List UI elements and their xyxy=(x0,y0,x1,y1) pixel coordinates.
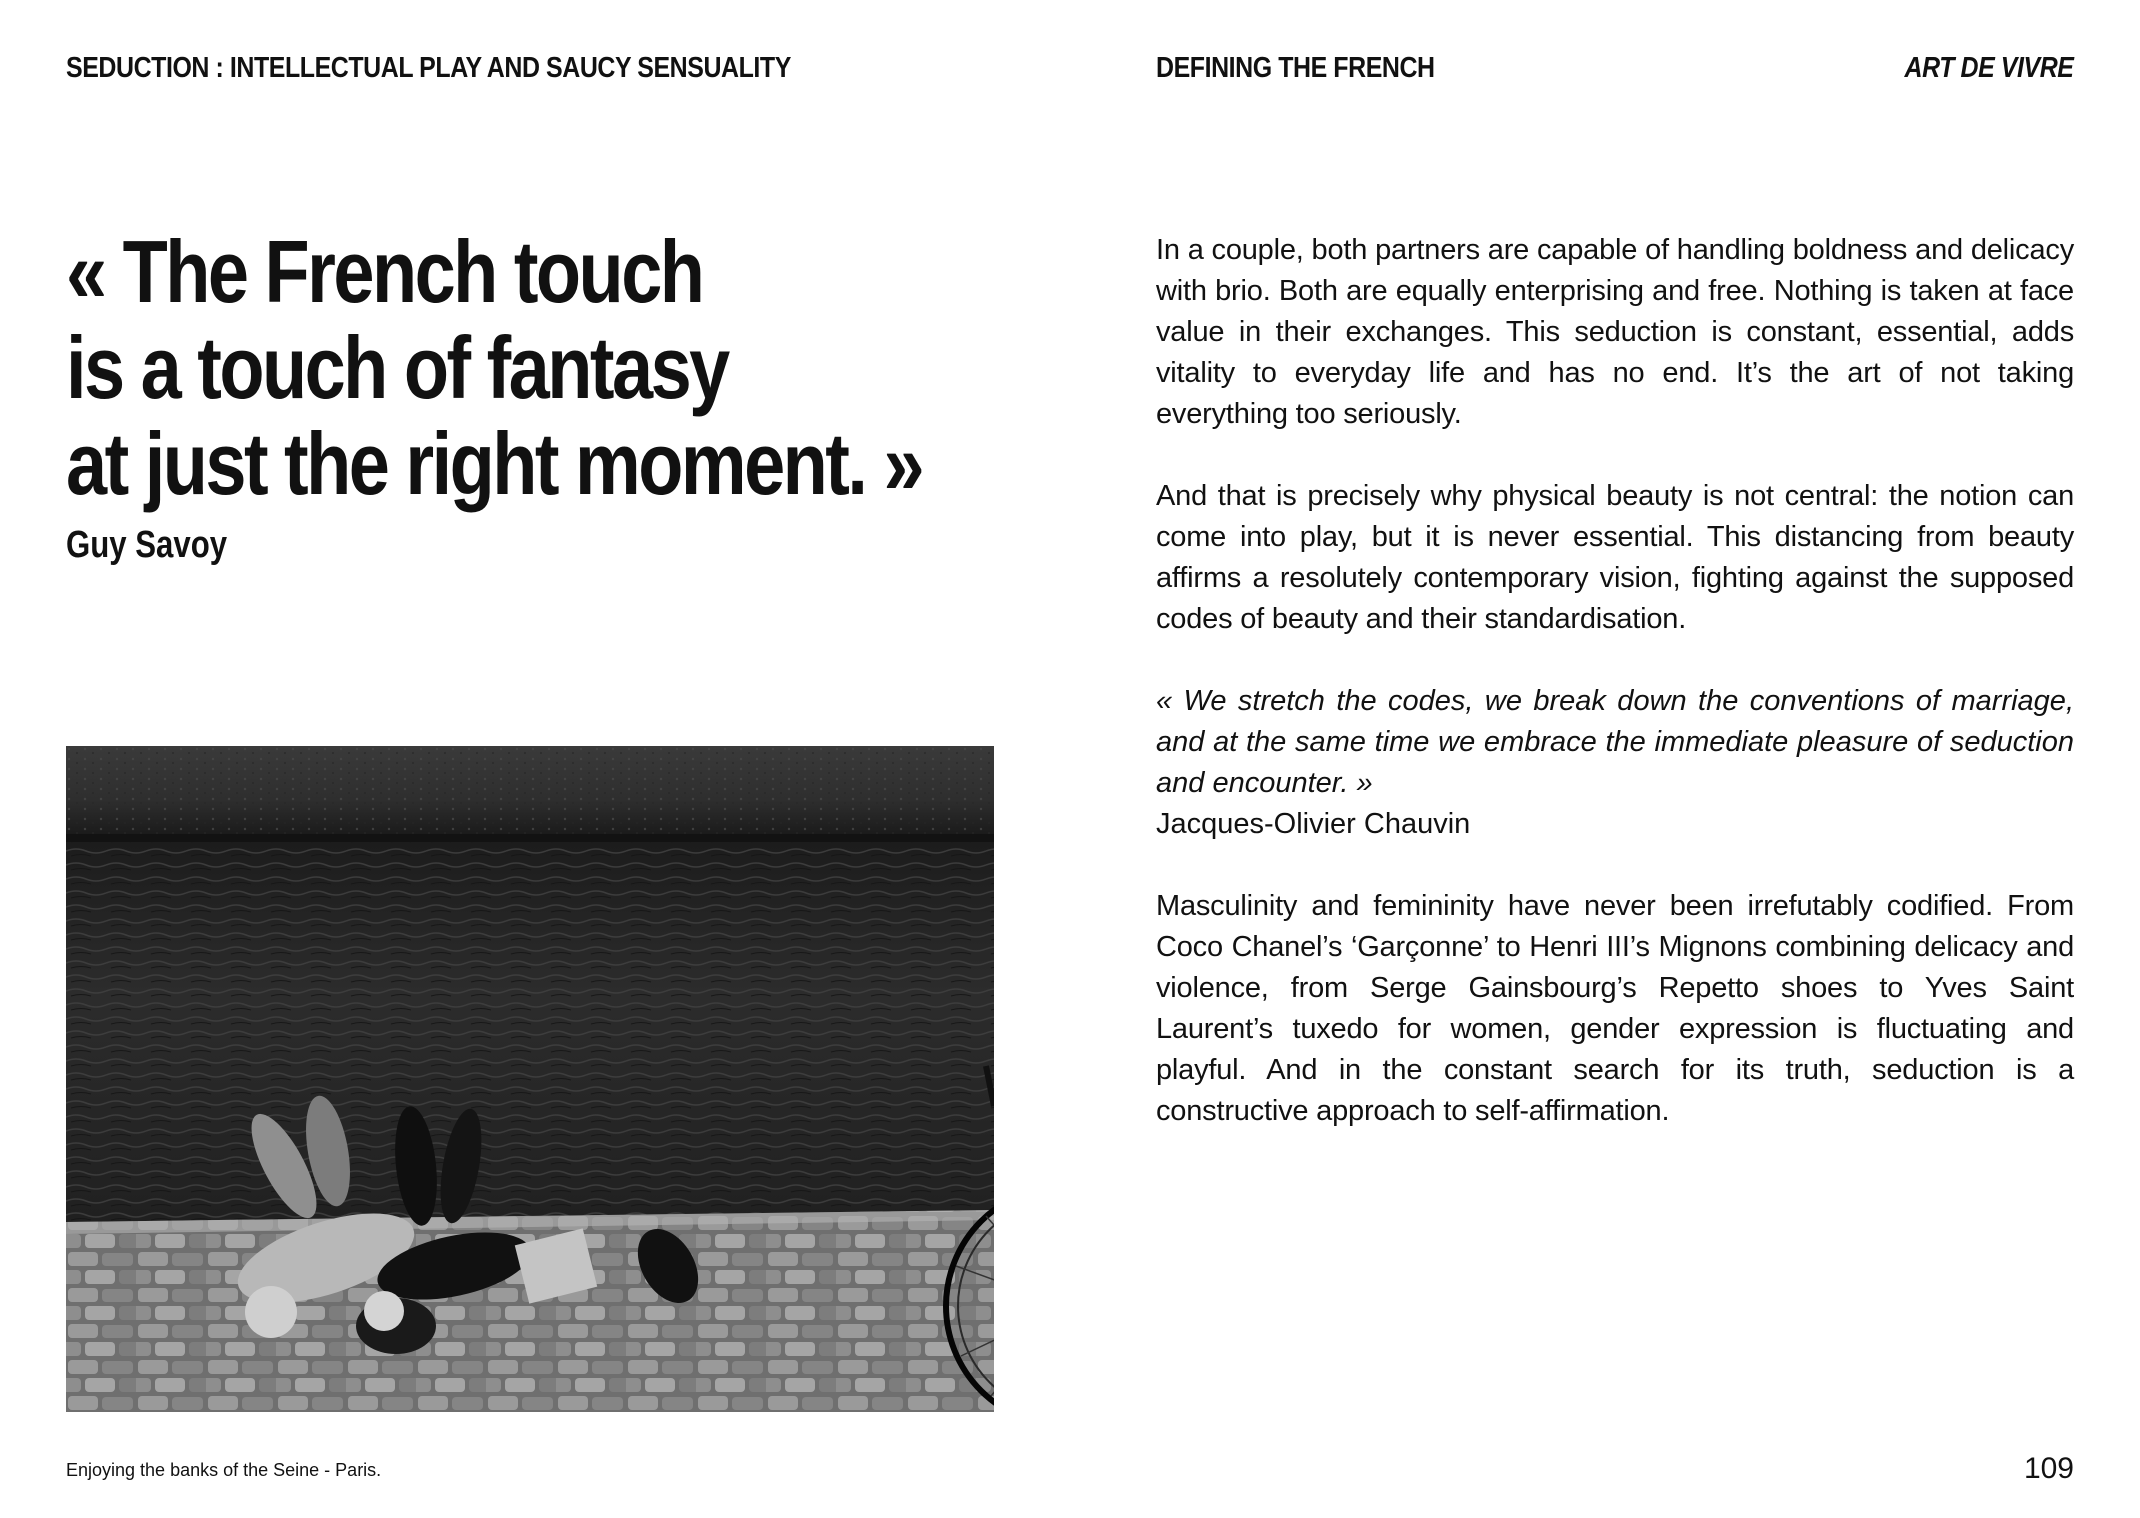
seine-photo xyxy=(66,746,994,1412)
inline-quote-text: « We stretch the codes, we break down the conventions of marriage, and at the same time we embrace the immediate pleasure of seduction and encounter. » xyxy=(1156,685,2074,799)
body-paragraph: In a couple, both partners are capable of handling boldness and delicacy with brio. Both are equally enterprising and free. Nothing is taken at face value in their exchanges. This seduction is constant, essential, adds vitality to everyday life and has no end. It’s the art of not taking everything too seriously. xyxy=(1156,234,2074,430)
inline-quote-author: Jacques-Olivier Chauvin xyxy=(1156,808,1471,840)
body-paragraph: Masculinity and femininity have never been irrefutably codified. From Coco Chanel’s ‘Garçonne’ to Henri III’s Mignons combining delicacy and violence, from Serge Gainsbourg’s Repetto shoes to Yves Saint Laurent’s tuxedo for women, gender expression is fluctuating and playful. And in the constant search for its truth, seduction is a constructive approach to self-affirmation. xyxy=(1156,890,2074,1127)
pull-quote-line: at just the right moment. » xyxy=(66,414,923,513)
running-head-chapter: SEDUCTION : INTELLECTUAL PLAY AND SAUCY SENSUALITY xyxy=(66,52,791,84)
page-number: 109 xyxy=(2023,1452,2074,1485)
photo-caption: Enjoying the banks of the Seine - Paris. xyxy=(66,1460,382,1480)
pull-quote xyxy=(66,222,923,513)
running-head-book-title: ART DE VIVRE xyxy=(1904,52,2074,84)
pull-quote-author: Guy Savoy xyxy=(66,524,228,566)
inline-quote xyxy=(1156,681,2074,845)
running-head-section: DEFINING THE FRENCH xyxy=(1156,52,1435,84)
seine-photo-image xyxy=(66,746,994,1412)
body-text xyxy=(1156,230,2074,1173)
pull-quote-line: « The French touch xyxy=(66,222,703,321)
body-paragraph: And that is precisely why physical beauty is not central: the notion can come into play, but it is never essential. This distancing from beauty affirms a resolutely contemporary vision, fighting against the supposed codes of beauty and their standardisation. xyxy=(1156,480,2074,635)
pull-quote-line: is a touch of fantasy xyxy=(66,318,728,417)
